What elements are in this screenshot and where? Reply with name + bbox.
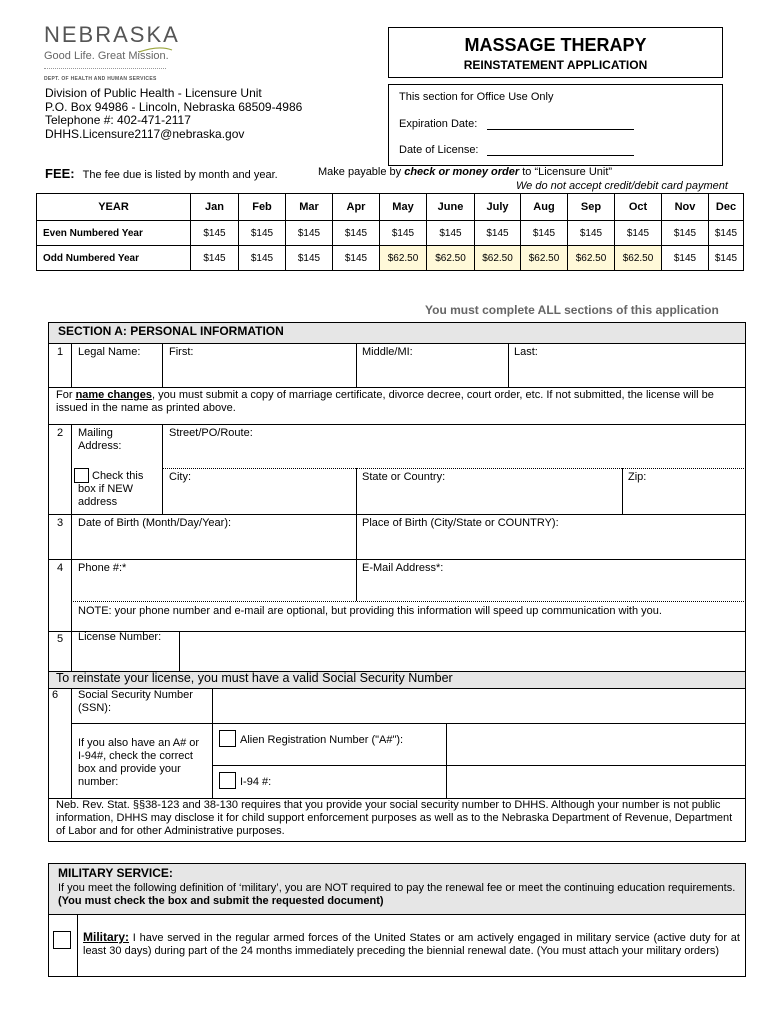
complete-all-notice: You must complete ALL sections of this application (425, 303, 719, 317)
logo-divider (44, 68, 166, 69)
divider (71, 688, 72, 798)
first-name-field[interactable] (169, 346, 354, 384)
expiration-date-label: Expiration Date: (399, 118, 478, 130)
q5-number: 5 (57, 633, 64, 645)
fee-table-month-header: May (380, 194, 427, 221)
fee-table-row-label: Odd Numbered Year (37, 246, 191, 271)
fee-table-cell: $145 (239, 221, 286, 246)
city-label: City: (169, 471, 191, 483)
fee-table-cell: $62.50 (427, 246, 475, 271)
phone-label: Phone #:* (78, 562, 127, 574)
address-email: DHHS.Licensure2117@nebraska.gov (45, 126, 245, 141)
agency-address (45, 87, 302, 141)
fee-table-cell: $145 (427, 221, 475, 246)
middle-name-label: Middle/MI: (362, 346, 413, 358)
last-name-label: Last: (514, 346, 538, 358)
place-of-birth-label: Place of Birth (City/State or COUNTRY): (362, 517, 559, 529)
fee-table-cell: $145 (380, 221, 427, 246)
fee-table-row (37, 246, 744, 271)
phone-email-note: NOTE: your phone number and e-mail are optional, but providing this information will speed up communication with you. (78, 605, 662, 617)
fee-line (45, 166, 278, 181)
alien-registration-field[interactable] (449, 726, 743, 763)
logo-dept: DEPT. OF HEALTH AND HUMAN SERVICES (44, 76, 157, 82)
divider (356, 468, 357, 514)
divider (71, 723, 746, 724)
fee-table-cell: $145 (475, 221, 521, 246)
q6-number: 6 (52, 689, 59, 701)
no-card-notice: We do not accept credit/debit card payment (516, 180, 728, 192)
office-use-box (388, 84, 723, 166)
date-of-license-label: Date of License: (399, 144, 479, 156)
divider (356, 559, 357, 601)
mailing-address-label: Mailing Address: (78, 427, 122, 452)
divider (48, 387, 746, 388)
name-change-prefix: For (56, 389, 76, 401)
address-line-2: P.O. Box 94986 - Lincoln, Nebraska 68509-4986 (45, 99, 303, 114)
payable-line (318, 166, 612, 178)
divider (77, 914, 78, 977)
date-of-birth-field[interactable] (78, 517, 352, 555)
also-have-note: If you also have an A# or I-94#, check the correct box and provide your number: (78, 737, 200, 788)
divider (71, 559, 72, 631)
q3-number: 3 (57, 517, 64, 529)
divider (71, 631, 72, 671)
fee-table-month-header: Aug (521, 194, 568, 221)
address-line-3: Telephone #: 402-471-2117 (45, 113, 191, 127)
fee-text: The fee due is listed by month and year. (82, 169, 278, 181)
fee-table-cell: $145 (521, 221, 568, 246)
new-address-label: Check this box if NEW address (78, 470, 144, 508)
fee-table-cell: $62.50 (615, 246, 662, 271)
fee-table-cell: $145 (662, 221, 709, 246)
military-frame (48, 863, 746, 977)
fee-table-row (37, 221, 744, 246)
fee-table-cell: $62.50 (475, 246, 521, 271)
logo-tagline: Good Life. Great Mission. (44, 50, 169, 62)
title-box (388, 27, 723, 78)
divider (71, 514, 72, 559)
street-field[interactable] (169, 427, 741, 465)
place-of-birth-field[interactable] (362, 517, 742, 555)
zip-field[interactable] (628, 471, 742, 511)
military-title: MILITARY SERVICE: (58, 866, 173, 880)
divider (71, 424, 72, 514)
divider (446, 765, 447, 798)
name-change-rest: , you must submit a copy of marriage certificate, divorce decree, court order, etc. If not submitted, the license will be issued in the name as printed above. (56, 389, 714, 414)
payable-method: check or money order (404, 166, 520, 178)
fee-table-cell: $145 (333, 246, 380, 271)
fee-table-cell: $145 (568, 221, 615, 246)
fee-table-cell: $145 (662, 246, 709, 271)
fee-table-cell: $145 (709, 246, 744, 271)
office-use-heading: This section for Office Use Only (399, 91, 554, 103)
military-definition (83, 931, 740, 958)
name-change-emphasis: name changes (75, 389, 152, 401)
fee-table-cell: $145 (239, 246, 286, 271)
fee-table-cell: $145 (191, 246, 239, 271)
date-of-license-field[interactable] (487, 155, 634, 156)
fee-table-row-label: Even Numbered Year (37, 221, 191, 246)
payable-suffix: to “Licensure Unit” (519, 166, 613, 178)
divider (48, 559, 746, 560)
address-line-1: Division of Public Health - Licensure Unit (45, 86, 262, 100)
q4-number: 4 (57, 562, 64, 574)
fee-table-month-header: Oct (615, 194, 662, 221)
fee-table-cell: $62.50 (380, 246, 427, 271)
divider (48, 424, 746, 425)
fee-table-cell: $145 (286, 221, 333, 246)
fee-table-month-header: Mar (286, 194, 333, 221)
fee-table-month-header: June (427, 194, 475, 221)
divider (48, 343, 746, 344)
license-number-field[interactable] (182, 633, 742, 669)
military-checkbox[interactable] (53, 931, 71, 949)
form-subtitle: REINSTATEMENT APPLICATION (463, 58, 648, 72)
fee-table-cell: $145 (191, 221, 239, 246)
divider (622, 468, 623, 514)
divider (162, 468, 746, 469)
last-name-field[interactable] (514, 346, 742, 384)
military-text: I have served in the regular armed forces of the United States or am actively engaged in military service (active duty for at least 30 days) during part of the 24 months immediately preceding the biennial renewal date. (You must attach your military orders) (83, 932, 740, 957)
divider (356, 343, 357, 387)
divider (508, 343, 509, 387)
email-label: E-Mail Address*: (362, 562, 444, 574)
name-change-note (56, 389, 742, 415)
divider (212, 688, 213, 798)
fee-table-month-header: Apr (333, 194, 380, 221)
fee-table-month-header: Jan (191, 194, 239, 221)
fee-table-month-header: July (475, 194, 521, 221)
email-field[interactable] (362, 562, 742, 598)
section-a-title: SECTION A: PERSONAL INFORMATION (58, 324, 284, 338)
fee-table (36, 193, 744, 271)
middle-name-field[interactable] (362, 346, 506, 384)
fee-table-cell: $62.50 (521, 246, 568, 271)
zip-label: Zip: (628, 471, 647, 483)
q2-number: 2 (57, 427, 64, 439)
divider (162, 424, 163, 514)
divider (356, 514, 357, 559)
divider (162, 343, 163, 387)
fee-table-month-header: Dec (709, 194, 744, 221)
fee-table-month-header: Nov (662, 194, 709, 221)
fee-table-month-header: Sep (568, 194, 615, 221)
ssn-label: Social Security Number (SSN): (78, 689, 193, 714)
i94-checkbox[interactable] (219, 772, 236, 789)
fee-table-cell: $145 (286, 246, 333, 271)
divider (446, 723, 447, 765)
fee-table-cell: $145 (709, 221, 744, 246)
alien-registration-label: Alien Registration Number ("A#"): (240, 734, 404, 746)
expiration-date-field[interactable] (487, 129, 634, 130)
state-field[interactable] (362, 471, 618, 511)
military-intro-text: If you meet the following definition of ‘military’, you are NOT required to pay the renewal fee or meet the continuing education requirements. (58, 882, 736, 894)
divider (48, 514, 746, 515)
state-label: State or Country: (362, 471, 446, 483)
alien-registration-checkbox[interactable] (219, 730, 236, 747)
legal-name-label: Legal Name: (78, 346, 141, 358)
divider (179, 631, 180, 671)
fee-table-month-header: Feb (239, 194, 286, 221)
fee-table-cell: $145 (615, 221, 662, 246)
phone-field[interactable] (78, 562, 352, 598)
fee-table-year-header: YEAR (37, 194, 191, 221)
street-label: Street/PO/Route: (169, 427, 253, 439)
divider (212, 765, 746, 766)
divider (48, 914, 746, 915)
fee-label: FEE: (45, 166, 75, 181)
i94-field[interactable] (449, 767, 743, 796)
ssn-field[interactable] (214, 689, 742, 721)
license-number-label: License Number: (78, 631, 162, 643)
payable-prefix: Make payable by (318, 166, 405, 178)
i94-label: I-94 #: (240, 776, 272, 788)
fee-table-cell: $62.50 (568, 246, 615, 271)
nebraska-logo-wordmark: NEBRASKA (44, 22, 180, 47)
military-intro-bold: (You must check the box and submit the requested document) (58, 895, 384, 907)
q1-number: 1 (57, 346, 64, 358)
first-name-label: First: (169, 346, 194, 358)
fee-table-cell: $145 (333, 221, 380, 246)
divider (71, 343, 72, 387)
military-label: Military: (83, 930, 130, 944)
date-of-birth-label: Date of Birth (Month/Day/Year): (78, 517, 232, 529)
military-intro (58, 882, 742, 908)
ssn-statute-note: Neb. Rev. Stat. §§38-123 and 38-130 requires that you provide your social security number to DHHS. Although your number is not public information, DHHS may disclose it for child support enforcement purposes as well as to the Nebraska Department of Revenue, Department of Labor and for other Administrative purposes. (56, 799, 733, 837)
divider (71, 601, 746, 602)
city-field[interactable] (169, 471, 354, 511)
ssn-banner-text: To reinstate your license, you must have a valid Social Security Number (56, 671, 453, 685)
form-title: MASSAGE THERAPY (464, 35, 647, 55)
